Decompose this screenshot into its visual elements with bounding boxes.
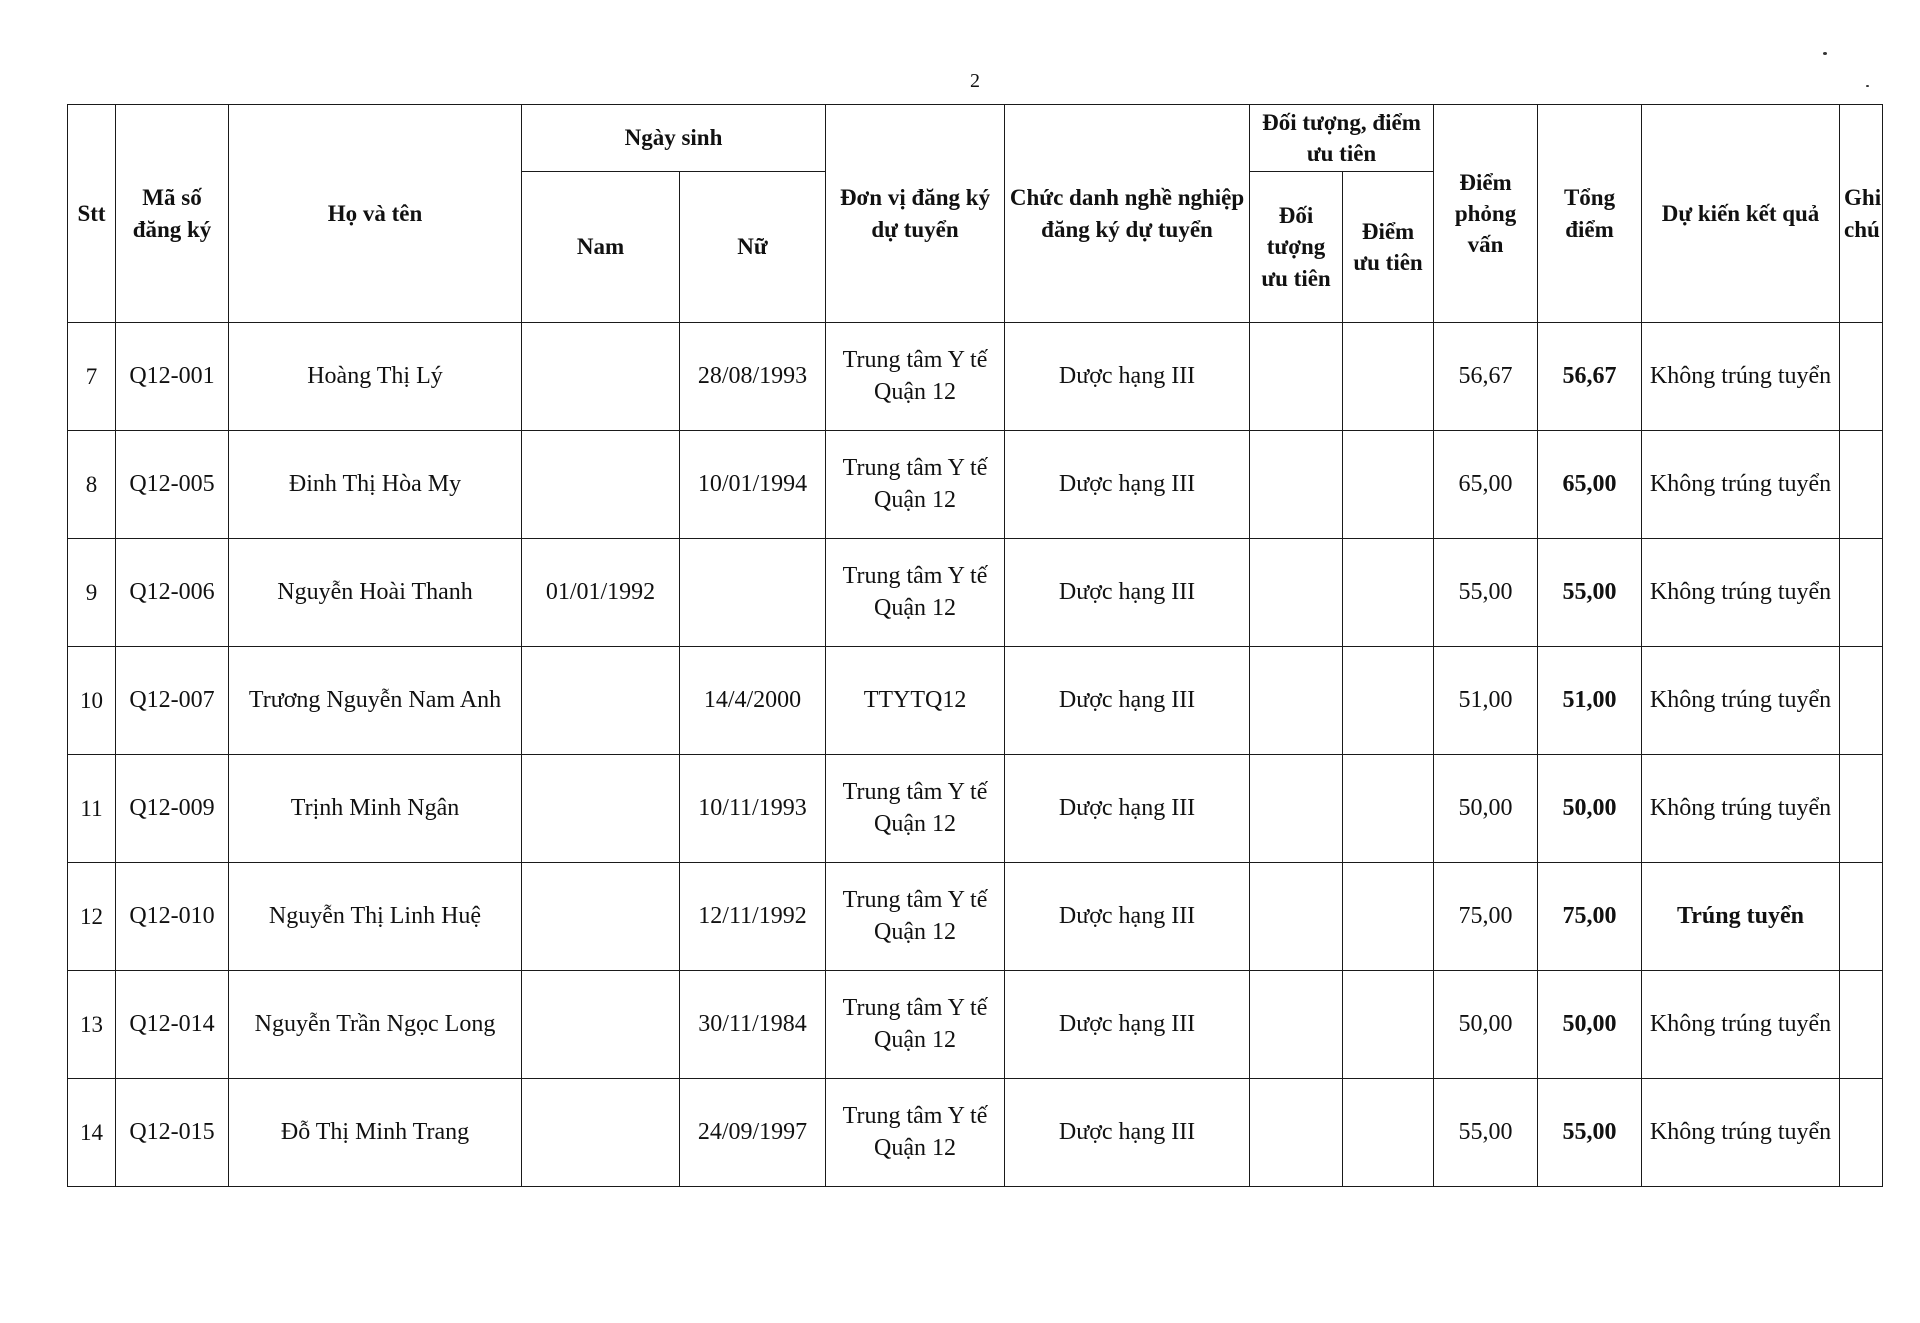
cell-stt: 13 bbox=[68, 971, 116, 1079]
cell-priority-points bbox=[1343, 755, 1434, 863]
cell-interview-score: 75,00 bbox=[1434, 863, 1538, 971]
cell-full-name: Nguyễn Hoài Thanh bbox=[229, 539, 522, 647]
cell-full-name: Hoàng Thị Lý bbox=[229, 323, 522, 431]
cell-position-title: Dược hạng III bbox=[1005, 971, 1250, 1079]
cell-interview-score: 50,00 bbox=[1434, 971, 1538, 1079]
cell-expected-result: Không trúng tuyển bbox=[1642, 647, 1840, 755]
table-row bbox=[68, 971, 1883, 1079]
cell-priority-points bbox=[1343, 863, 1434, 971]
cell-dob-male bbox=[522, 431, 680, 539]
scan-speck bbox=[1823, 52, 1827, 55]
cell-registration-code: Q12-006 bbox=[116, 539, 229, 647]
cell-priority-subject bbox=[1250, 755, 1343, 863]
header-date-of-birth: Ngày sinh bbox=[522, 105, 826, 172]
cell-registration-code: Q12-014 bbox=[116, 971, 229, 1079]
cell-total-score: 56,67 bbox=[1538, 323, 1642, 431]
cell-full-name: Trịnh Minh Ngân bbox=[229, 755, 522, 863]
cell-unit: Trung tâm Y tế Quận 12 bbox=[826, 323, 1005, 431]
cell-full-name: Đỗ Thị Minh Trang bbox=[229, 1079, 522, 1187]
cell-notes bbox=[1840, 971, 1883, 1079]
cell-dob-female: 28/08/1993 bbox=[680, 323, 826, 431]
cell-unit: Trung tâm Y tế Quận 12 bbox=[826, 971, 1005, 1079]
cell-expected-result: Không trúng tuyển bbox=[1642, 539, 1840, 647]
cell-unit: Trung tâm Y tế Quận 12 bbox=[826, 863, 1005, 971]
header-expected-result: Dự kiến kết quả bbox=[1642, 105, 1840, 323]
cell-priority-points bbox=[1343, 539, 1434, 647]
cell-dob-female: 30/11/1984 bbox=[680, 971, 826, 1079]
cell-stt: 14 bbox=[68, 1079, 116, 1187]
cell-total-score: 75,00 bbox=[1538, 863, 1642, 971]
results-table bbox=[67, 104, 1883, 1187]
cell-priority-subject bbox=[1250, 1079, 1343, 1187]
cell-priority-subject bbox=[1250, 647, 1343, 755]
cell-position-title: Dược hạng III bbox=[1005, 431, 1250, 539]
cell-interview-score: 50,00 bbox=[1434, 755, 1538, 863]
cell-priority-subject bbox=[1250, 323, 1343, 431]
cell-dob-male bbox=[522, 863, 680, 971]
header-priority-subject: Đối tượng ưu tiên bbox=[1250, 172, 1343, 323]
header-stt: Stt bbox=[68, 105, 116, 323]
cell-priority-points bbox=[1343, 971, 1434, 1079]
cell-unit: Trung tâm Y tế Quận 12 bbox=[826, 755, 1005, 863]
cell-notes bbox=[1840, 1079, 1883, 1187]
cell-dob-male bbox=[522, 647, 680, 755]
header-interview-score: Điểm phỏng vấn bbox=[1434, 105, 1538, 323]
cell-dob-female: 10/01/1994 bbox=[680, 431, 826, 539]
cell-expected-result: Không trúng tuyển bbox=[1642, 431, 1840, 539]
cell-stt: 8 bbox=[68, 431, 116, 539]
cell-stt: 9 bbox=[68, 539, 116, 647]
cell-registration-code: Q12-005 bbox=[116, 431, 229, 539]
cell-stt: 10 bbox=[68, 647, 116, 755]
cell-notes bbox=[1840, 539, 1883, 647]
cell-position-title: Dược hạng III bbox=[1005, 647, 1250, 755]
header-total-score: Tổng điểm bbox=[1538, 105, 1642, 323]
cell-total-score: 51,00 bbox=[1538, 647, 1642, 755]
cell-full-name: Đinh Thị Hòa My bbox=[229, 431, 522, 539]
header-male: Nam bbox=[522, 172, 680, 323]
scan-speck bbox=[1866, 85, 1869, 87]
cell-total-score: 50,00 bbox=[1538, 755, 1642, 863]
cell-priority-points bbox=[1343, 323, 1434, 431]
cell-position-title: Dược hạng III bbox=[1005, 323, 1250, 431]
table-row bbox=[68, 323, 1883, 431]
cell-full-name: Nguyễn Thị Linh Huệ bbox=[229, 863, 522, 971]
cell-registration-code: Q12-007 bbox=[116, 647, 229, 755]
cell-dob-female bbox=[680, 539, 826, 647]
cell-notes bbox=[1840, 323, 1883, 431]
cell-priority-subject bbox=[1250, 863, 1343, 971]
header-unit: Đơn vị đăng ký dự tuyển bbox=[826, 105, 1005, 323]
cell-interview-score: 55,00 bbox=[1434, 539, 1538, 647]
table-row bbox=[68, 431, 1883, 539]
cell-unit: Trung tâm Y tế Quận 12 bbox=[826, 1079, 1005, 1187]
header-female: Nữ bbox=[680, 172, 826, 323]
cell-total-score: 55,00 bbox=[1538, 1079, 1642, 1187]
cell-registration-code: Q12-010 bbox=[116, 863, 229, 971]
cell-registration-code: Q12-015 bbox=[116, 1079, 229, 1187]
cell-interview-score: 55,00 bbox=[1434, 1079, 1538, 1187]
cell-expected-result: Không trúng tuyển bbox=[1642, 755, 1840, 863]
cell-interview-score: 65,00 bbox=[1434, 431, 1538, 539]
page-number: 2 bbox=[970, 70, 980, 92]
cell-priority-points bbox=[1343, 1079, 1434, 1187]
cell-total-score: 65,00 bbox=[1538, 431, 1642, 539]
header-full-name: Họ và tên bbox=[229, 105, 522, 323]
cell-interview-score: 56,67 bbox=[1434, 323, 1538, 431]
table-row bbox=[68, 755, 1883, 863]
cell-notes bbox=[1840, 647, 1883, 755]
cell-dob-male bbox=[522, 755, 680, 863]
cell-priority-subject bbox=[1250, 971, 1343, 1079]
cell-dob-male bbox=[522, 971, 680, 1079]
cell-notes bbox=[1840, 755, 1883, 863]
header-priority-group: Đối tượng, điểm ưu tiên bbox=[1250, 105, 1434, 172]
header-registration-code: Mã số đăng ký bbox=[116, 105, 229, 323]
cell-total-score: 55,00 bbox=[1538, 539, 1642, 647]
cell-full-name: Nguyễn Trần Ngọc Long bbox=[229, 971, 522, 1079]
cell-stt: 7 bbox=[68, 323, 116, 431]
cell-priority-points bbox=[1343, 431, 1434, 539]
cell-stt: 11 bbox=[68, 755, 116, 863]
cell-dob-male: 01/01/1992 bbox=[522, 539, 680, 647]
cell-registration-code: Q12-009 bbox=[116, 755, 229, 863]
cell-unit: Trung tâm Y tế Quận 12 bbox=[826, 539, 1005, 647]
cell-position-title: Dược hạng III bbox=[1005, 863, 1250, 971]
cell-dob-male bbox=[522, 323, 680, 431]
table-row bbox=[68, 647, 1883, 755]
cell-dob-female: 24/09/1997 bbox=[680, 1079, 826, 1187]
cell-priority-subject bbox=[1250, 539, 1343, 647]
cell-total-score: 50,00 bbox=[1538, 971, 1642, 1079]
cell-notes bbox=[1840, 863, 1883, 971]
cell-notes bbox=[1840, 431, 1883, 539]
header-position-title: Chức danh nghề nghiệp đăng ký dự tuyển bbox=[1005, 105, 1250, 323]
cell-unit: TTYTQ12 bbox=[826, 647, 1005, 755]
cell-position-title: Dược hạng III bbox=[1005, 755, 1250, 863]
cell-full-name: Trương Nguyễn Nam Anh bbox=[229, 647, 522, 755]
cell-priority-points bbox=[1343, 647, 1434, 755]
header-notes: Ghi chú bbox=[1840, 105, 1883, 323]
cell-dob-male bbox=[522, 1079, 680, 1187]
table-row bbox=[68, 863, 1883, 971]
cell-expected-result: Không trúng tuyển bbox=[1642, 1079, 1840, 1187]
cell-priority-subject bbox=[1250, 431, 1343, 539]
cell-interview-score: 51,00 bbox=[1434, 647, 1538, 755]
cell-dob-female: 10/11/1993 bbox=[680, 755, 826, 863]
cell-expected-result: Trúng tuyển bbox=[1642, 863, 1840, 971]
header-priority-points: Điểm ưu tiên bbox=[1343, 172, 1434, 323]
cell-expected-result: Không trúng tuyển bbox=[1642, 971, 1840, 1079]
cell-unit: Trung tâm Y tế Quận 12 bbox=[826, 431, 1005, 539]
cell-expected-result: Không trúng tuyển bbox=[1642, 323, 1840, 431]
cell-position-title: Dược hạng III bbox=[1005, 539, 1250, 647]
cell-stt: 12 bbox=[68, 863, 116, 971]
table-row bbox=[68, 539, 1883, 647]
cell-dob-female: 14/4/2000 bbox=[680, 647, 826, 755]
table-row bbox=[68, 1079, 1883, 1187]
cell-position-title: Dược hạng III bbox=[1005, 1079, 1250, 1187]
cell-registration-code: Q12-001 bbox=[116, 323, 229, 431]
cell-dob-female: 12/11/1992 bbox=[680, 863, 826, 971]
